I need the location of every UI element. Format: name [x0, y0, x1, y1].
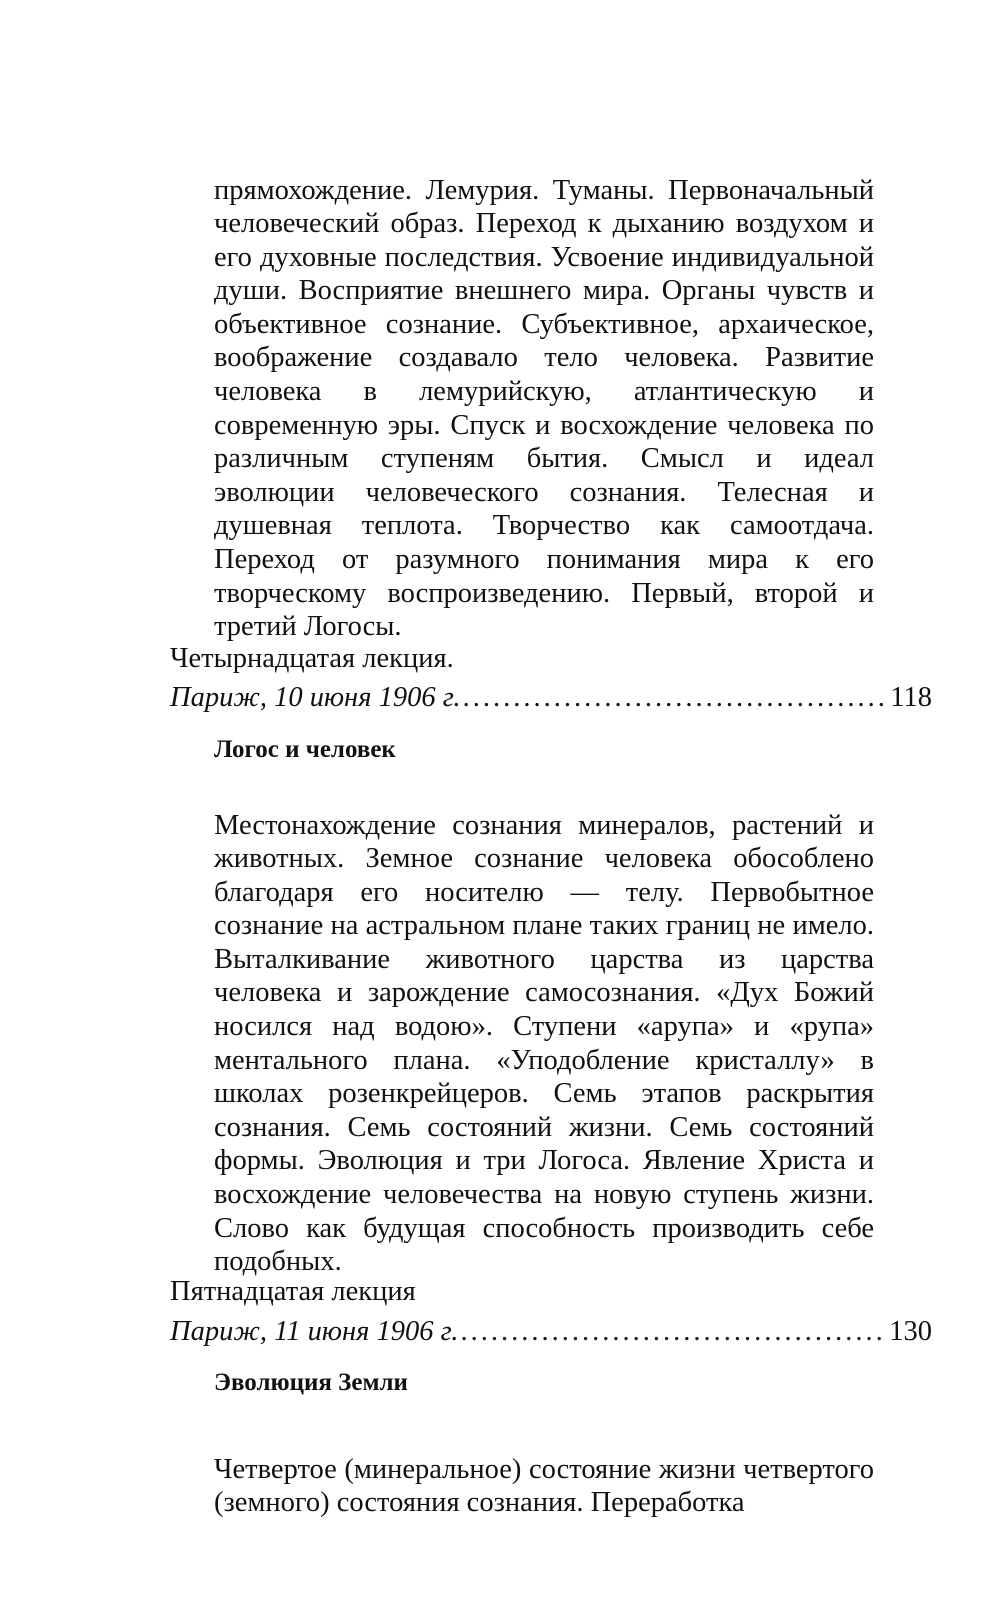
toc-entry-line	[170, 681, 932, 715]
toc-entry-line	[170, 1315, 932, 1349]
dot-leader	[460, 1315, 883, 1349]
lecture-place-date: Париж, 10 июня 1906 г.	[170, 682, 461, 713]
section-title: Логос и человек	[214, 736, 396, 763]
summary-paragraph: Местонахождение сознания минералов, растений и животных. Земное сознание человека обособлено благодаря его носителю — телу. Первобытное сознание на астральном плане таких границ не имело. Выталкивание животного царства из царства человека и зарождение самосознания. «Дух Божий носился над водою». Ступени «арупа» и «рупа» ментального плана. «Уподобление кристаллу» в школах розенкрейцеров. Семь этапов раскрытия сознания. Семь состояний жизни. Семь состояний формы. Эволюция и три Логоса. Явление Христа и восхождение человечества на новую ступень жизни. Слово как будущая способность производить себе подобных.	[214, 809, 874, 1278]
section-title: Эволюция Земли	[214, 1369, 408, 1396]
page-number: 130	[889, 1316, 932, 1347]
page-number: 118	[890, 682, 932, 713]
summary-paragraph: Четвертое (минеральное) состояние жизни четвертого (земного) состояния сознания. Переработка	[214, 1453, 874, 1519]
lecture-title: Четырнадцатая лекция.	[170, 643, 454, 674]
lecture-place-date: Париж, 11 июня 1906 г.	[170, 1316, 459, 1347]
dot-leader	[463, 681, 885, 715]
lecture-title: Пятнадцатая лекция	[170, 1276, 416, 1307]
continued-summary-paragraph: прямохождение. Лемурия. Туманы. Первоначальный человеческий образ. Переход к дыханию воздухом и его духовные последствия. Усвоение индивидуальной души. Восприятие внешнего мира. Органы чувств и объективное сознание. Субъективное, архаическое, воображение создавало тело человека. Развитие человека в лемурийскую, атлантическую и современную эры. Спуск и восхождение человека по различным ступеням бытия. Смысл и идеал эволюции человеческого сознания. Телесная и душевная теплота. Творчество как самоотдача. Переход от разумного понимания мира к его творческому воспроизведению. Первый, второй и третий Логосы.	[214, 174, 874, 643]
